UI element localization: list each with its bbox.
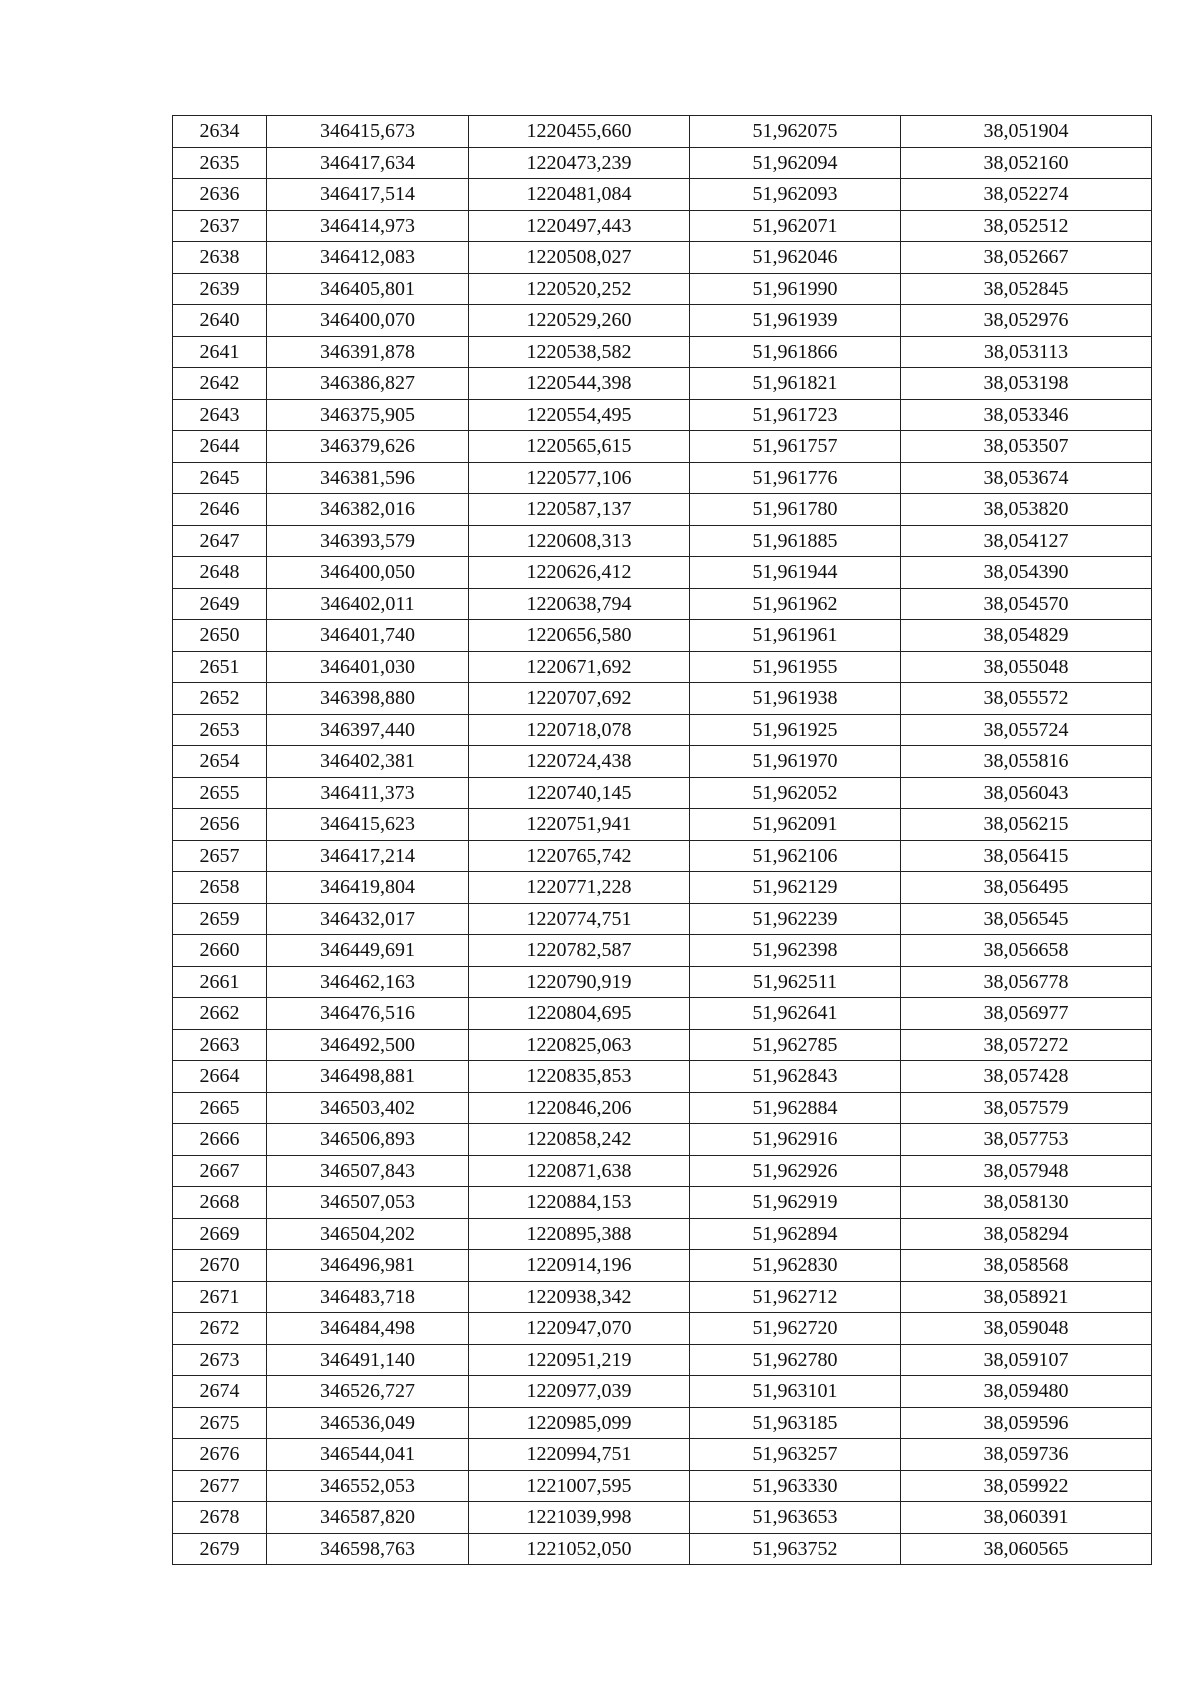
point-number-cell: 2644 <box>173 431 267 463</box>
table-row <box>173 525 1152 557</box>
table-row <box>173 777 1152 809</box>
table-row <box>173 336 1152 368</box>
latitude-cell: 51,961990 <box>690 273 901 305</box>
longitude-cell: 38,053674 <box>901 462 1152 494</box>
longitude-cell: 38,053820 <box>901 494 1152 526</box>
latitude-cell: 51,962916 <box>690 1124 901 1156</box>
y-coordinate-cell: 1220455,660 <box>469 116 690 148</box>
table-row <box>173 588 1152 620</box>
table-row <box>173 840 1152 872</box>
longitude-cell: 38,055572 <box>901 683 1152 715</box>
x-coordinate-cell: 346400,050 <box>267 557 469 589</box>
latitude-cell: 51,962398 <box>690 935 901 967</box>
y-coordinate-cell: 1220804,695 <box>469 998 690 1030</box>
point-number-cell: 2659 <box>173 903 267 935</box>
table-row <box>173 557 1152 589</box>
table-row <box>173 368 1152 400</box>
latitude-cell: 51,961939 <box>690 305 901 337</box>
point-number-cell: 2669 <box>173 1218 267 1250</box>
latitude-cell: 51,961821 <box>690 368 901 400</box>
y-coordinate-cell: 1220825,063 <box>469 1029 690 1061</box>
y-coordinate-cell: 1220638,794 <box>469 588 690 620</box>
longitude-cell: 38,057948 <box>901 1155 1152 1187</box>
table-row <box>173 1470 1152 1502</box>
table-row <box>173 809 1152 841</box>
table-row <box>173 1344 1152 1376</box>
y-coordinate-cell: 1220508,027 <box>469 242 690 274</box>
point-number-cell: 2635 <box>173 147 267 179</box>
point-number-cell: 2670 <box>173 1250 267 1282</box>
longitude-cell: 38,054390 <box>901 557 1152 589</box>
latitude-cell: 51,962046 <box>690 242 901 274</box>
x-coordinate-cell: 346507,053 <box>267 1187 469 1219</box>
point-number-cell: 2637 <box>173 210 267 242</box>
latitude-cell: 51,962093 <box>690 179 901 211</box>
y-coordinate-cell: 1220724,438 <box>469 746 690 778</box>
table-row <box>173 903 1152 935</box>
table-row <box>173 683 1152 715</box>
table-row <box>173 966 1152 998</box>
point-number-cell: 2649 <box>173 588 267 620</box>
longitude-cell: 38,052160 <box>901 147 1152 179</box>
latitude-cell: 51,961962 <box>690 588 901 620</box>
x-coordinate-cell: 346491,140 <box>267 1344 469 1376</box>
x-coordinate-cell: 346496,981 <box>267 1250 469 1282</box>
x-coordinate-cell: 346504,202 <box>267 1218 469 1250</box>
x-coordinate-cell: 346552,053 <box>267 1470 469 1502</box>
longitude-cell: 38,053198 <box>901 368 1152 400</box>
point-number-cell: 2652 <box>173 683 267 715</box>
latitude-cell: 51,962239 <box>690 903 901 935</box>
latitude-cell: 51,963653 <box>690 1502 901 1534</box>
y-coordinate-cell: 1220774,751 <box>469 903 690 935</box>
x-coordinate-cell: 346401,740 <box>267 620 469 652</box>
latitude-cell: 51,961866 <box>690 336 901 368</box>
x-coordinate-cell: 346417,514 <box>267 179 469 211</box>
latitude-cell: 51,961955 <box>690 651 901 683</box>
longitude-cell: 38,056658 <box>901 935 1152 967</box>
longitude-cell: 38,054829 <box>901 620 1152 652</box>
table-row <box>173 872 1152 904</box>
x-coordinate-cell: 346379,626 <box>267 431 469 463</box>
point-number-cell: 2671 <box>173 1281 267 1313</box>
x-coordinate-cell: 346415,673 <box>267 116 469 148</box>
table-row <box>173 1092 1152 1124</box>
table-row <box>173 1155 1152 1187</box>
y-coordinate-cell: 1220481,084 <box>469 179 690 211</box>
latitude-cell: 51,961925 <box>690 714 901 746</box>
latitude-cell: 51,963752 <box>690 1533 901 1565</box>
y-coordinate-cell: 1220871,638 <box>469 1155 690 1187</box>
table-row <box>173 210 1152 242</box>
y-coordinate-cell: 1221052,050 <box>469 1533 690 1565</box>
table-row <box>173 431 1152 463</box>
point-number-cell: 2660 <box>173 935 267 967</box>
longitude-cell: 38,052667 <box>901 242 1152 274</box>
latitude-cell: 51,962712 <box>690 1281 901 1313</box>
latitude-cell: 51,962094 <box>690 147 901 179</box>
x-coordinate-cell: 346382,016 <box>267 494 469 526</box>
y-coordinate-cell: 1221039,998 <box>469 1502 690 1534</box>
y-coordinate-cell: 1220497,443 <box>469 210 690 242</box>
y-coordinate-cell: 1220765,742 <box>469 840 690 872</box>
point-number-cell: 2638 <box>173 242 267 274</box>
y-coordinate-cell: 1220895,388 <box>469 1218 690 1250</box>
x-coordinate-cell: 346419,804 <box>267 872 469 904</box>
point-number-cell: 2640 <box>173 305 267 337</box>
point-number-cell: 2664 <box>173 1061 267 1093</box>
latitude-cell: 51,961961 <box>690 620 901 652</box>
latitude-cell: 51,963330 <box>690 1470 901 1502</box>
longitude-cell: 38,054127 <box>901 525 1152 557</box>
point-number-cell: 2674 <box>173 1376 267 1408</box>
point-number-cell: 2639 <box>173 273 267 305</box>
x-coordinate-cell: 346381,596 <box>267 462 469 494</box>
x-coordinate-cell: 346402,011 <box>267 588 469 620</box>
point-number-cell: 2642 <box>173 368 267 400</box>
table-row <box>173 1061 1152 1093</box>
y-coordinate-cell: 1220520,252 <box>469 273 690 305</box>
latitude-cell: 51,963257 <box>690 1439 901 1471</box>
x-coordinate-cell: 346536,049 <box>267 1407 469 1439</box>
point-number-cell: 2653 <box>173 714 267 746</box>
latitude-cell: 51,961757 <box>690 431 901 463</box>
longitude-cell: 38,056545 <box>901 903 1152 935</box>
x-coordinate-cell: 346506,893 <box>267 1124 469 1156</box>
point-number-cell: 2673 <box>173 1344 267 1376</box>
latitude-cell: 51,962720 <box>690 1313 901 1345</box>
longitude-cell: 38,059107 <box>901 1344 1152 1376</box>
latitude-cell: 51,962919 <box>690 1187 901 1219</box>
y-coordinate-cell: 1220914,196 <box>469 1250 690 1282</box>
y-coordinate-cell: 1220782,587 <box>469 935 690 967</box>
latitude-cell: 51,962511 <box>690 966 901 998</box>
point-number-cell: 2677 <box>173 1470 267 1502</box>
longitude-cell: 38,056495 <box>901 872 1152 904</box>
point-number-cell: 2634 <box>173 116 267 148</box>
y-coordinate-cell: 1220671,692 <box>469 651 690 683</box>
latitude-cell: 51,963185 <box>690 1407 901 1439</box>
latitude-cell: 51,963101 <box>690 1376 901 1408</box>
point-number-cell: 2650 <box>173 620 267 652</box>
latitude-cell: 51,961776 <box>690 462 901 494</box>
latitude-cell: 51,962106 <box>690 840 901 872</box>
longitude-cell: 38,058568 <box>901 1250 1152 1282</box>
y-coordinate-cell: 1220473,239 <box>469 147 690 179</box>
point-number-cell: 2655 <box>173 777 267 809</box>
table-row <box>173 1029 1152 1061</box>
point-number-cell: 2658 <box>173 872 267 904</box>
x-coordinate-cell: 346483,718 <box>267 1281 469 1313</box>
longitude-cell: 38,059736 <box>901 1439 1152 1471</box>
point-number-cell: 2643 <box>173 399 267 431</box>
table-row <box>173 116 1152 148</box>
table-row <box>173 1502 1152 1534</box>
table-row <box>173 998 1152 1030</box>
longitude-cell: 38,054570 <box>901 588 1152 620</box>
y-coordinate-cell: 1220951,219 <box>469 1344 690 1376</box>
longitude-cell: 38,052274 <box>901 179 1152 211</box>
x-coordinate-cell: 346598,763 <box>267 1533 469 1565</box>
longitude-cell: 38,060565 <box>901 1533 1152 1565</box>
y-coordinate-cell: 1220771,228 <box>469 872 690 904</box>
longitude-cell: 38,056778 <box>901 966 1152 998</box>
y-coordinate-cell: 1220977,039 <box>469 1376 690 1408</box>
y-coordinate-cell: 1220718,078 <box>469 714 690 746</box>
point-number-cell: 2656 <box>173 809 267 841</box>
latitude-cell: 51,962071 <box>690 210 901 242</box>
x-coordinate-cell: 346503,402 <box>267 1092 469 1124</box>
point-number-cell: 2651 <box>173 651 267 683</box>
y-coordinate-cell: 1220577,106 <box>469 462 690 494</box>
table-row <box>173 1313 1152 1345</box>
x-coordinate-cell: 346415,623 <box>267 809 469 841</box>
point-number-cell: 2645 <box>173 462 267 494</box>
latitude-cell: 51,961723 <box>690 399 901 431</box>
point-number-cell: 2636 <box>173 179 267 211</box>
x-coordinate-cell: 346417,214 <box>267 840 469 872</box>
longitude-cell: 38,056977 <box>901 998 1152 1030</box>
latitude-cell: 51,962926 <box>690 1155 901 1187</box>
longitude-cell: 38,059048 <box>901 1313 1152 1345</box>
point-number-cell: 2675 <box>173 1407 267 1439</box>
longitude-cell: 38,058294 <box>901 1218 1152 1250</box>
table-row <box>173 1218 1152 1250</box>
longitude-cell: 38,053346 <box>901 399 1152 431</box>
table-row <box>173 746 1152 778</box>
table-row <box>173 242 1152 274</box>
x-coordinate-cell: 346476,516 <box>267 998 469 1030</box>
latitude-cell: 51,961780 <box>690 494 901 526</box>
point-number-cell: 2657 <box>173 840 267 872</box>
y-coordinate-cell: 1220707,692 <box>469 683 690 715</box>
longitude-cell: 38,055816 <box>901 746 1152 778</box>
y-coordinate-cell: 1220858,242 <box>469 1124 690 1156</box>
y-coordinate-cell: 1220884,153 <box>469 1187 690 1219</box>
coordinates-table <box>172 115 1152 1565</box>
y-coordinate-cell: 1220565,615 <box>469 431 690 463</box>
longitude-cell: 38,059480 <box>901 1376 1152 1408</box>
point-number-cell: 2676 <box>173 1439 267 1471</box>
x-coordinate-cell: 346544,041 <box>267 1439 469 1471</box>
x-coordinate-cell: 346397,440 <box>267 714 469 746</box>
x-coordinate-cell: 346398,880 <box>267 683 469 715</box>
x-coordinate-cell: 346432,017 <box>267 903 469 935</box>
y-coordinate-cell: 1220544,398 <box>469 368 690 400</box>
longitude-cell: 38,056415 <box>901 840 1152 872</box>
latitude-cell: 51,962091 <box>690 809 901 841</box>
latitude-cell: 51,962884 <box>690 1092 901 1124</box>
table-row <box>173 620 1152 652</box>
y-coordinate-cell: 1220538,582 <box>469 336 690 368</box>
latitude-cell: 51,962894 <box>690 1218 901 1250</box>
table-row <box>173 714 1152 746</box>
table-row <box>173 1533 1152 1565</box>
point-number-cell: 2662 <box>173 998 267 1030</box>
y-coordinate-cell: 1220626,412 <box>469 557 690 589</box>
table-row <box>173 462 1152 494</box>
point-number-cell: 2641 <box>173 336 267 368</box>
y-coordinate-cell: 1220740,145 <box>469 777 690 809</box>
x-coordinate-cell: 346587,820 <box>267 1502 469 1534</box>
x-coordinate-cell: 346417,634 <box>267 147 469 179</box>
x-coordinate-cell: 346462,163 <box>267 966 469 998</box>
table-row <box>173 1124 1152 1156</box>
x-coordinate-cell: 346393,579 <box>267 525 469 557</box>
longitude-cell: 38,059596 <box>901 1407 1152 1439</box>
x-coordinate-cell: 346414,973 <box>267 210 469 242</box>
y-coordinate-cell: 1221007,595 <box>469 1470 690 1502</box>
x-coordinate-cell: 346386,827 <box>267 368 469 400</box>
table-row <box>173 935 1152 967</box>
point-number-cell: 2646 <box>173 494 267 526</box>
table-row <box>173 179 1152 211</box>
y-coordinate-cell: 1220554,495 <box>469 399 690 431</box>
y-coordinate-cell: 1220587,137 <box>469 494 690 526</box>
point-number-cell: 2678 <box>173 1502 267 1534</box>
longitude-cell: 38,057428 <box>901 1061 1152 1093</box>
longitude-cell: 38,056215 <box>901 809 1152 841</box>
longitude-cell: 38,056043 <box>901 777 1152 809</box>
table-row <box>173 399 1152 431</box>
latitude-cell: 51,962830 <box>690 1250 901 1282</box>
longitude-cell: 38,052976 <box>901 305 1152 337</box>
latitude-cell: 51,962785 <box>690 1029 901 1061</box>
table-row <box>173 1376 1152 1408</box>
x-coordinate-cell: 346492,500 <box>267 1029 469 1061</box>
y-coordinate-cell: 1220529,260 <box>469 305 690 337</box>
longitude-cell: 38,057579 <box>901 1092 1152 1124</box>
longitude-cell: 38,055048 <box>901 651 1152 683</box>
table-row <box>173 1281 1152 1313</box>
latitude-cell: 51,962129 <box>690 872 901 904</box>
table-row <box>173 273 1152 305</box>
y-coordinate-cell: 1220846,206 <box>469 1092 690 1124</box>
y-coordinate-cell: 1220656,580 <box>469 620 690 652</box>
point-number-cell: 2648 <box>173 557 267 589</box>
point-number-cell: 2672 <box>173 1313 267 1345</box>
latitude-cell: 51,962843 <box>690 1061 901 1093</box>
point-number-cell: 2661 <box>173 966 267 998</box>
point-number-cell: 2679 <box>173 1533 267 1565</box>
point-number-cell: 2663 <box>173 1029 267 1061</box>
x-coordinate-cell: 346412,083 <box>267 242 469 274</box>
table-row <box>173 147 1152 179</box>
x-coordinate-cell: 346484,498 <box>267 1313 469 1345</box>
longitude-cell: 38,052512 <box>901 210 1152 242</box>
x-coordinate-cell: 346400,070 <box>267 305 469 337</box>
point-number-cell: 2647 <box>173 525 267 557</box>
y-coordinate-cell: 1220994,751 <box>469 1439 690 1471</box>
x-coordinate-cell: 346391,878 <box>267 336 469 368</box>
point-number-cell: 2665 <box>173 1092 267 1124</box>
latitude-cell: 51,961885 <box>690 525 901 557</box>
x-coordinate-cell: 346526,727 <box>267 1376 469 1408</box>
x-coordinate-cell: 346498,881 <box>267 1061 469 1093</box>
longitude-cell: 38,058921 <box>901 1281 1152 1313</box>
longitude-cell: 38,058130 <box>901 1187 1152 1219</box>
table-row <box>173 651 1152 683</box>
x-coordinate-cell: 346405,801 <box>267 273 469 305</box>
table-row <box>173 1250 1152 1282</box>
table-row <box>173 494 1152 526</box>
longitude-cell: 38,059922 <box>901 1470 1152 1502</box>
longitude-cell: 38,051904 <box>901 116 1152 148</box>
y-coordinate-cell: 1220608,313 <box>469 525 690 557</box>
latitude-cell: 51,961970 <box>690 746 901 778</box>
x-coordinate-cell: 346402,381 <box>267 746 469 778</box>
longitude-cell: 38,060391 <box>901 1502 1152 1534</box>
longitude-cell: 38,055724 <box>901 714 1152 746</box>
latitude-cell: 51,962075 <box>690 116 901 148</box>
longitude-cell: 38,057753 <box>901 1124 1152 1156</box>
point-number-cell: 2668 <box>173 1187 267 1219</box>
x-coordinate-cell: 346401,030 <box>267 651 469 683</box>
table-row <box>173 1187 1152 1219</box>
y-coordinate-cell: 1220947,070 <box>469 1313 690 1345</box>
x-coordinate-cell: 346449,691 <box>267 935 469 967</box>
x-coordinate-cell: 346411,373 <box>267 777 469 809</box>
longitude-cell: 38,057272 <box>901 1029 1152 1061</box>
latitude-cell: 51,962780 <box>690 1344 901 1376</box>
latitude-cell: 51,962052 <box>690 777 901 809</box>
y-coordinate-cell: 1220985,099 <box>469 1407 690 1439</box>
latitude-cell: 51,962641 <box>690 998 901 1030</box>
coordinates-table-body <box>173 116 1152 1565</box>
point-number-cell: 2654 <box>173 746 267 778</box>
table-row <box>173 1407 1152 1439</box>
table-row <box>173 1439 1152 1471</box>
y-coordinate-cell: 1220938,342 <box>469 1281 690 1313</box>
x-coordinate-cell: 346375,905 <box>267 399 469 431</box>
y-coordinate-cell: 1220790,919 <box>469 966 690 998</box>
latitude-cell: 51,961938 <box>690 683 901 715</box>
table-row <box>173 305 1152 337</box>
y-coordinate-cell: 1220835,853 <box>469 1061 690 1093</box>
point-number-cell: 2666 <box>173 1124 267 1156</box>
y-coordinate-cell: 1220751,941 <box>469 809 690 841</box>
point-number-cell: 2667 <box>173 1155 267 1187</box>
longitude-cell: 38,053507 <box>901 431 1152 463</box>
latitude-cell: 51,961944 <box>690 557 901 589</box>
x-coordinate-cell: 346507,843 <box>267 1155 469 1187</box>
longitude-cell: 38,053113 <box>901 336 1152 368</box>
longitude-cell: 38,052845 <box>901 273 1152 305</box>
